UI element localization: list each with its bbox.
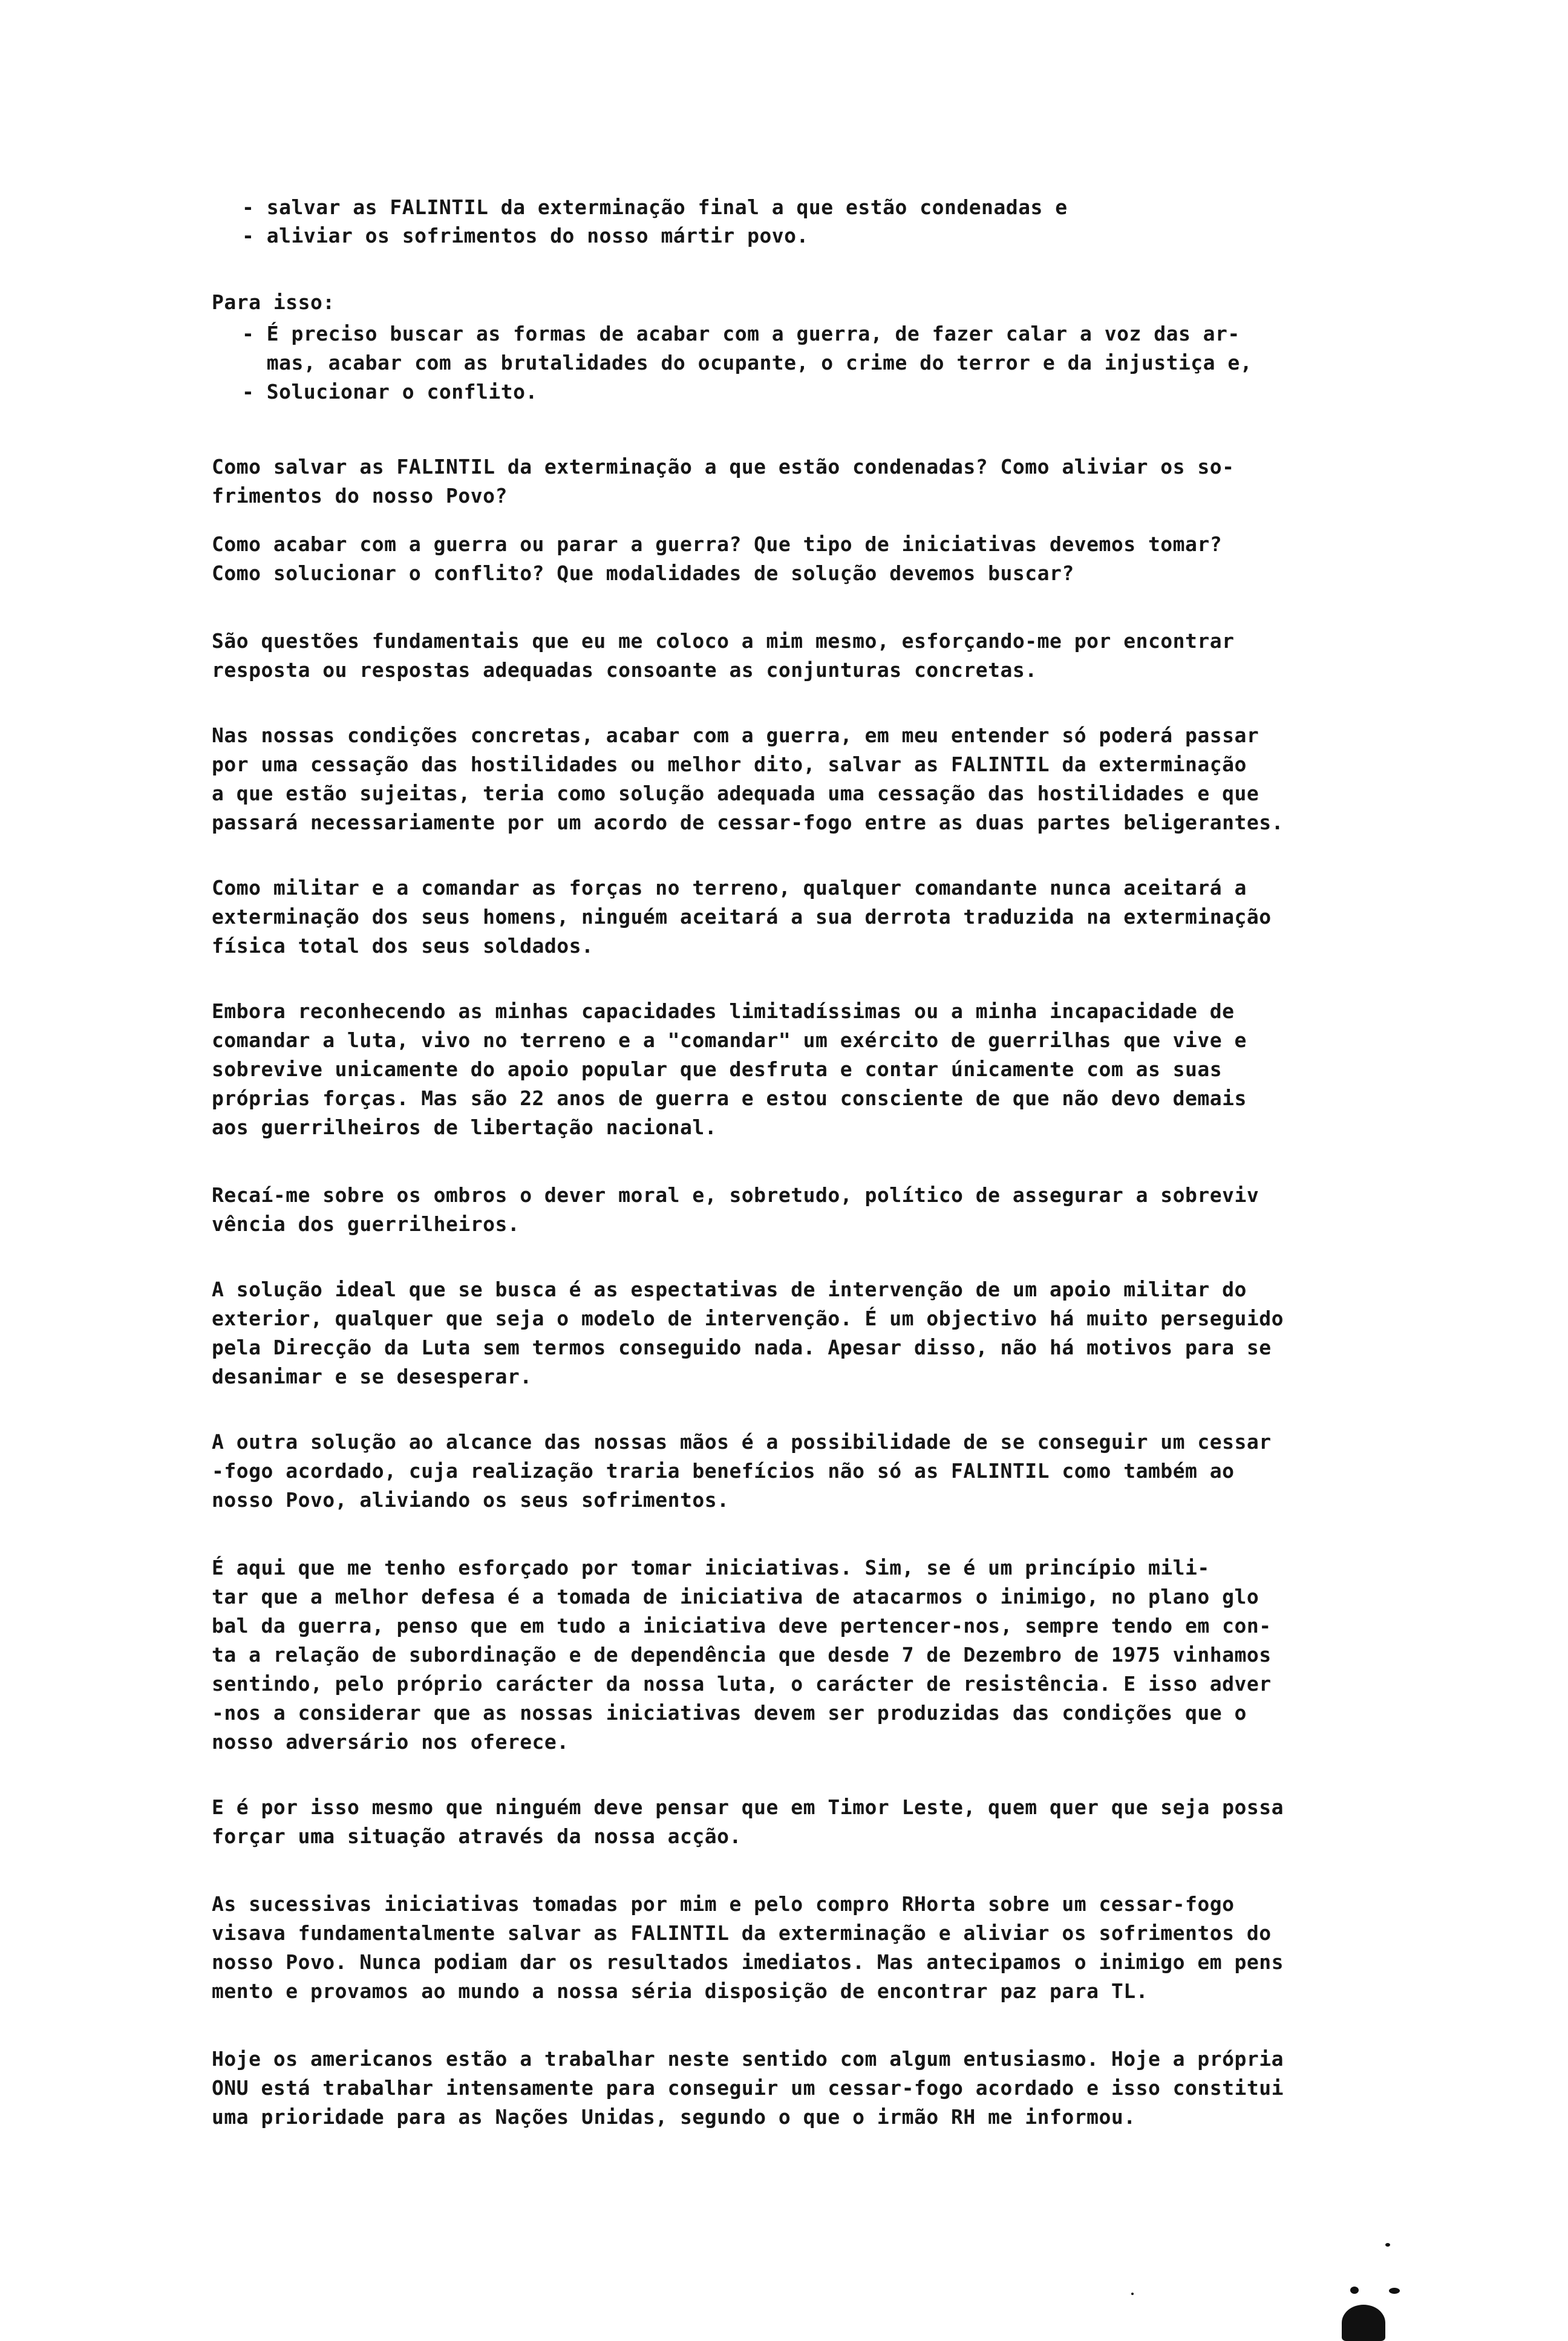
paragraph-line: vência dos guerrilheiros. bbox=[212, 1212, 520, 1236]
section-heading: Para isso: bbox=[212, 290, 335, 314]
paragraph-line: mento e provamos ao mundo a nossa séria disposição de encontrar paz para TL. bbox=[212, 1979, 1148, 2003]
paragraph-line: Como militar e a comandar as forças no terreno, qualquer comandante nunca aceitará a bbox=[212, 876, 1247, 900]
paragraph-line: bal da guerra, penso que em tudo a iniciativa deve pertencer-nos, sempre tendo em con- bbox=[212, 1614, 1272, 1637]
bullet-line: - É preciso buscar as formas de acabar com a guerra, de fazer calar a voz das ar- bbox=[242, 322, 1240, 345]
ink-speck bbox=[1350, 2287, 1359, 2294]
paragraph-line: exterior, qualquer que seja o modelo de intervenção. É um objectivo há muito perseguido bbox=[212, 1307, 1284, 1330]
paragraph-line: As sucessivas iniciativas tomadas por mim e pelo compro RHorta sobre um cessar-fogo bbox=[212, 1892, 1235, 1916]
paragraph-line: Recaí-me sobre os ombros o dever moral e, sobretudo, político de assegurar a sobreviv bbox=[212, 1183, 1259, 1207]
bullet-line: - salvar as FALINTIL da exterminação final a que estão condenadas e bbox=[242, 195, 1068, 219]
paragraph-line: frimentos do nosso Povo? bbox=[212, 484, 508, 508]
bullet-line: - Solucionar o conflito. bbox=[242, 380, 538, 403]
paragraph-line: Como salvar as FALINTIL da exterminação a que estão condenadas? Como aliviar os so- bbox=[212, 455, 1235, 478]
paragraph-line: Hoje os americanos estão a trabalhar neste sentido com algum entusiasmo. Hoje a própria bbox=[212, 2047, 1284, 2071]
ink-speck bbox=[1389, 2288, 1400, 2294]
paragraph-line: próprias forças. Mas são 22 anos de guerra e estou consciente de que não devo demais bbox=[212, 1086, 1247, 1110]
paragraph-line: Nas nossas condições concretas, acabar com a guerra, em meu entender só poderá passar bbox=[212, 723, 1259, 747]
paragraph-line: E é por isso mesmo que ninguém deve pensar que em Timor Leste, quem quer que seja possa bbox=[212, 1795, 1284, 1819]
paragraph-line: exterminação dos seus homens, ninguém aceitará a sua derrota traduzida na exterminação bbox=[212, 905, 1272, 929]
paragraph-line: ONU está trabalhar intensamente para conseguir um cessar-fogo acordado e isso constitui bbox=[212, 2076, 1284, 2100]
paragraph-line: visava fundamentalmente salvar as FALINTIL da exterminação e aliviar os sofrimentos do bbox=[212, 1921, 1272, 1945]
paragraph-line: nosso Povo, aliviando os seus sofrimentos. bbox=[212, 1488, 730, 1512]
ink-blot bbox=[1342, 2305, 1385, 2341]
paragraph-line: nosso Povo. Nunca podiam dar os resultados imediatos. Mas antecipamos o inimigo em pens bbox=[212, 1950, 1284, 1974]
paragraph-line: Como solucionar o conflito? Que modalidades de solução devemos buscar? bbox=[212, 561, 1074, 585]
paragraph-line: por uma cessação das hostilidades ou melhor dito, salvar as FALINTIL da exterminação bbox=[212, 753, 1247, 776]
ink-speck bbox=[1131, 2293, 1134, 2295]
bullet-line: mas, acabar com as brutalidades do ocupante, o crime do terror e da injustiça e, bbox=[242, 351, 1253, 374]
paragraph-line: forçar uma situação através da nossa acção. bbox=[212, 1824, 742, 1848]
paragraph-line: Como acabar com a guerra ou parar a guerra? Que tipo de iniciativas devemos tomar? bbox=[212, 532, 1223, 556]
paragraph-line: Embora reconhecendo as minhas capacidades limitadíssimas ou a minha incapacidade de bbox=[212, 999, 1235, 1023]
paragraph-line: comandar a luta, vivo no terreno e a "comandar" um exército de guerrilhas que vive e bbox=[212, 1028, 1247, 1052]
paragraph-line: sentindo, pelo próprio carácter da nossa luta, o carácter de resistência. E isso adver bbox=[212, 1672, 1272, 1696]
paragraph-line: ta a relação de subordinação e de dependência que desde 7 de Dezembro de 1975 vinhamos bbox=[212, 1643, 1272, 1667]
paragraph-line: uma prioridade para as Nações Unidas, segundo o que o irmão RH me informou. bbox=[212, 2105, 1136, 2129]
paragraph-line: É aqui que me tenho esforçado por tomar iniciativas. Sim, se é um princípio mili- bbox=[212, 1556, 1210, 1579]
paragraph-line: desanimar e se desesperar. bbox=[212, 1365, 532, 1388]
paragraph-line: passará necessariamente por um acordo de cessar-fogo entre as duas partes beligerantes. bbox=[212, 811, 1284, 834]
paragraph-line: aos guerrilheiros de libertação nacional. bbox=[212, 1115, 717, 1139]
paragraph-line: pela Direcção da Luta sem termos conseguido nada. Apesar disso, não há motivos para se bbox=[212, 1336, 1272, 1359]
paragraph-line: a que estão sujeitas, teria como solução adequada uma cessação das hostilidades e que bbox=[212, 782, 1259, 805]
ink-speck bbox=[1385, 2243, 1390, 2247]
paragraph-line: -fogo acordado, cuja realização traria benefícios não só as FALINTIL como também ao bbox=[212, 1459, 1235, 1483]
paragraph-line: São questões fundamentais que eu me coloco a mim mesmo, esforçando-me por encontrar bbox=[212, 629, 1235, 653]
paragraph-line: nosso adversário nos oferece. bbox=[212, 1730, 569, 1754]
paragraph-line: A outra solução ao alcance das nossas mãos é a possibilidade de se conseguir um cessar bbox=[212, 1430, 1272, 1454]
paragraph-line: tar que a melhor defesa é a tomada de iniciativa de atacarmos o inimigo, no plano glo bbox=[212, 1585, 1259, 1608]
paragraph-line: resposta ou respostas adequadas consoante as conjunturas concretas. bbox=[212, 658, 1037, 682]
paragraph-line: -nos a considerar que as nossas iniciativas devem ser produzidas das condições que o bbox=[212, 1701, 1247, 1725]
paragraph-line: sobrevive unicamente do apoio popular que desfruta e contar únicamente com as suas bbox=[212, 1057, 1223, 1081]
paragraph-line: A solução ideal que se busca é as espectativas de intervenção de um apoio militar do bbox=[212, 1278, 1247, 1301]
bullet-line: - aliviar os sofrimentos do nosso mártir povo. bbox=[242, 224, 809, 247]
paragraph-line: física total dos seus soldados. bbox=[212, 934, 594, 958]
